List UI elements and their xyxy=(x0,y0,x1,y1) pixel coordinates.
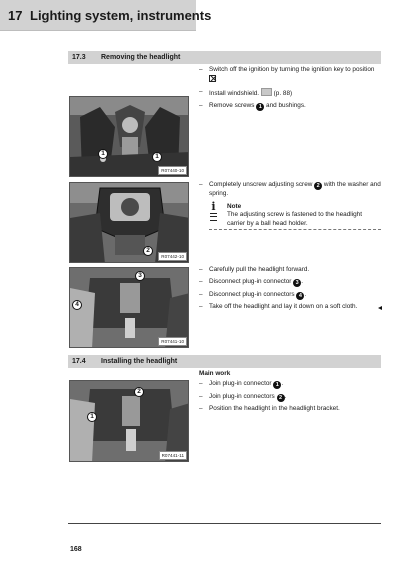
step-dash: – xyxy=(199,290,203,298)
callout-1: 1 xyxy=(152,152,162,162)
chapter-number: 17 xyxy=(8,8,23,23)
end-of-task-icon xyxy=(378,306,382,310)
photo-plug-connectors xyxy=(69,267,189,348)
windshield-ref-icon xyxy=(261,88,272,96)
photo-code: R07441-11 xyxy=(159,451,187,460)
main-work-heading: Main work xyxy=(199,370,231,377)
step-text: . xyxy=(281,380,284,387)
chapter-header xyxy=(0,0,212,31)
step-item xyxy=(199,278,381,287)
photo-code: R07441-10 xyxy=(158,337,187,346)
step-dash: – xyxy=(199,181,203,188)
step-item xyxy=(199,380,381,389)
step-dash: – xyxy=(199,101,203,109)
step-dash: – xyxy=(199,266,203,273)
photo-join-connectors xyxy=(69,380,189,462)
photo-adjusting-screw xyxy=(69,182,189,263)
callout-3: 3 xyxy=(135,271,145,281)
step-dash: – xyxy=(199,303,203,311)
step-item xyxy=(199,266,381,275)
callout-2: 2 xyxy=(314,182,322,190)
step-text: and bushings. xyxy=(266,101,306,109)
step-text: Position the headlight in the headlight bracket. xyxy=(209,405,340,412)
step-dash: – xyxy=(199,380,203,387)
callout-4: 4 xyxy=(296,292,304,300)
ignition-off-icon xyxy=(209,75,216,82)
section-number: 17.3 xyxy=(72,54,86,61)
step-text: Join plug-in connectors xyxy=(209,392,275,400)
callout-1: 1 xyxy=(273,381,281,389)
note-text: The adjusting screw is fastened to the headlight carrier by a ball head holder. xyxy=(227,211,362,227)
callout-1: 1 xyxy=(98,149,108,159)
photo-code: R07442-10 xyxy=(158,252,187,261)
step-text: . xyxy=(301,278,303,286)
step-item xyxy=(199,291,381,300)
step-list xyxy=(199,266,381,315)
callout-1: 1 xyxy=(256,103,264,111)
section-number: 17.4 xyxy=(72,358,86,365)
step-item xyxy=(199,393,381,402)
step-dash: – xyxy=(199,405,203,412)
step-text: . xyxy=(284,392,287,400)
callout-4: 4 xyxy=(72,300,82,310)
footer-divider xyxy=(68,523,381,524)
callout-2: 2 xyxy=(143,246,153,256)
step-text: . xyxy=(304,290,307,298)
info-icon: i xyxy=(209,202,218,219)
step-text: with the washer and spring. xyxy=(209,181,381,197)
step-item xyxy=(199,303,381,312)
page-reference[interactable]: (p. 88) xyxy=(273,89,293,97)
step-list xyxy=(199,181,381,202)
section-title: Removing the headlight xyxy=(101,54,181,61)
page-number: 168 xyxy=(70,546,82,553)
section-header-removing xyxy=(68,51,381,64)
step-text: Take off the headlight and lay it down on a soft cloth. xyxy=(209,303,358,311)
note-heading: Note xyxy=(227,203,242,210)
section-header-installing xyxy=(68,355,381,368)
step-text: Switch off the ignition by turning the ignition key to position xyxy=(209,66,375,73)
callout-2: 2 xyxy=(134,387,144,397)
callout-1: 1 xyxy=(87,412,97,422)
callout-2: 2 xyxy=(277,394,285,402)
section-title: Installing the headlight xyxy=(101,358,178,365)
step-dash: – xyxy=(199,66,203,73)
step-text: Remove screws xyxy=(209,101,255,109)
photo-code: R07440-10 xyxy=(158,166,187,175)
note-box xyxy=(209,201,381,230)
callout-3: 3 xyxy=(293,279,301,287)
step-text: Disconnect plug-in connectors xyxy=(209,290,295,298)
photo-headlight-screws xyxy=(69,96,189,177)
step-item xyxy=(199,181,381,199)
step-list xyxy=(199,380,381,417)
step-list xyxy=(199,66,381,114)
step-item xyxy=(199,66,381,84)
step-item xyxy=(199,102,381,111)
step-item xyxy=(199,88,381,99)
step-text: Join plug-in connector xyxy=(209,380,272,387)
step-item xyxy=(199,405,381,414)
step-dash: – xyxy=(199,392,203,400)
step-dash: – xyxy=(199,87,203,95)
step-text: Completely unscrew adjusting screw xyxy=(209,181,313,188)
step-text: Carefully pull the headlight forward. xyxy=(209,266,310,273)
step-text: Install windshield. xyxy=(209,89,260,97)
step-dash: – xyxy=(199,278,203,286)
chapter-title: Lighting system, instruments xyxy=(30,8,212,23)
step-text: Disconnect plug-in connector xyxy=(209,278,292,286)
